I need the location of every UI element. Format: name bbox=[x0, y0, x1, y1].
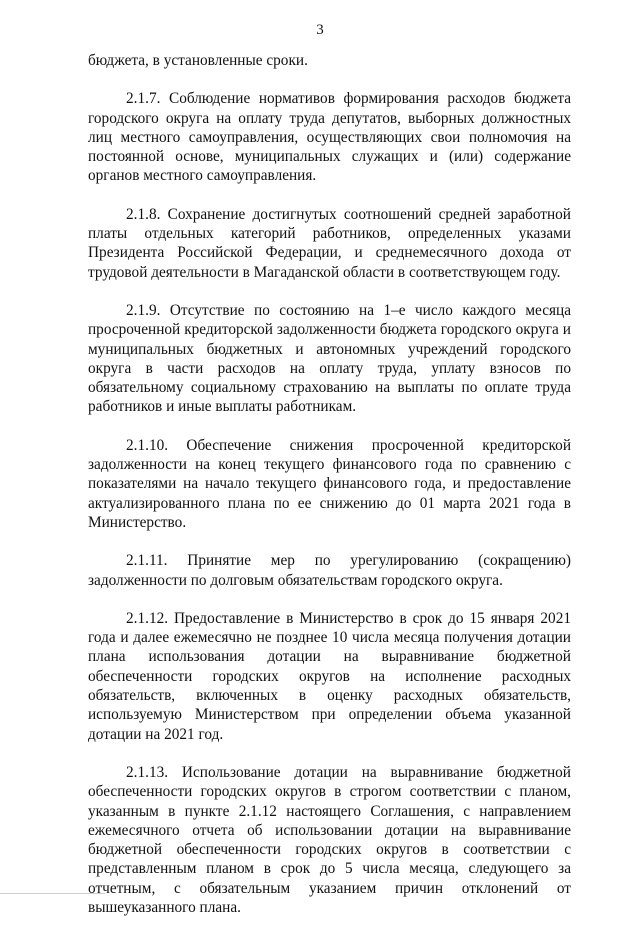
paragraph-2-1-10: 2.1.10. Обеспечение снижения просроченной кредиторской задолженности на конец текущего финансового года по сравнению с показателями на начало текущего финансового года, и предоставление актуализированного плана по ее снижению до 01 марта 2021 года в Министерство. bbox=[88, 436, 571, 531]
paragraph-2-1-12: 2.1.12. Предоставление в Министерство в срок до 15 января 2021 года и далее ежемесячно не позднее 10 числа месяца получения дотации плана использования дотации на выравнивание бюджетной обеспеченности городских округов на исполнение расходных обязательств, включенных в оценку расходных обязательств, используемую Министерством при определении объема указанной дотации на 2021 год. bbox=[88, 609, 571, 743]
paragraph-2-1-13: 2.1.13. Использование дотации на выравнивание бюджетной обеспеченности городских округов в строгом соответствии с планом, указанным в пункте 2.1.12 настоящего Соглашения, с направлением ежемесячного отчета об использовании дотации на выравнивание бюджетной обеспеченности городских округов в соответствии с представленным планом в срок до 5 числа месяца, следующего за отчетным, с обязательным указанием причин отклонений от вышеуказанного плана. bbox=[88, 763, 571, 916]
footer-divider bbox=[0, 893, 105, 894]
page-number: 3 bbox=[316, 22, 324, 38]
paragraph-2-1-7: 2.1.7. Соблюдение нормативов формирования расходов бюджета городского округа на оплату труда депутатов, выборных должностных лиц местного самоуправления, осуществляющих свои полномочия на постоянной основе, муниципальных служащих и (или) содержание органов местного самоуправления. bbox=[88, 90, 571, 185]
paragraph-2-1-11: 2.1.11. Принятие мер по урегулированию (сокращению) задолженности по долговым обязательствам городского округа. bbox=[88, 552, 571, 589]
paragraph-continuation: бюджета, в установленные сроки. bbox=[88, 52, 308, 69]
paragraph-2-1-9: 2.1.9. Отсутствие по состоянию на 1–е число каждого месяца просроченной кредиторской задолженности бюджета городского округа и муниципальных бюджетных и автономных учреждений городского округа в части расходов на оплату труда, уплату взносов по обязательному социальному страхованию на выплаты по оплате труда работников и иные выплаты работникам. bbox=[88, 301, 571, 416]
document-body bbox=[88, 51, 571, 936]
paragraph-2-1-8: 2.1.8. Сохранение достигнутых соотношений средней заработной платы отдельных категорий работников, определенных указами Президента Российской Федерации, и среднемесячного дохода от трудовой деятельности в Магаданской области в соответствующем году. bbox=[88, 205, 571, 281]
